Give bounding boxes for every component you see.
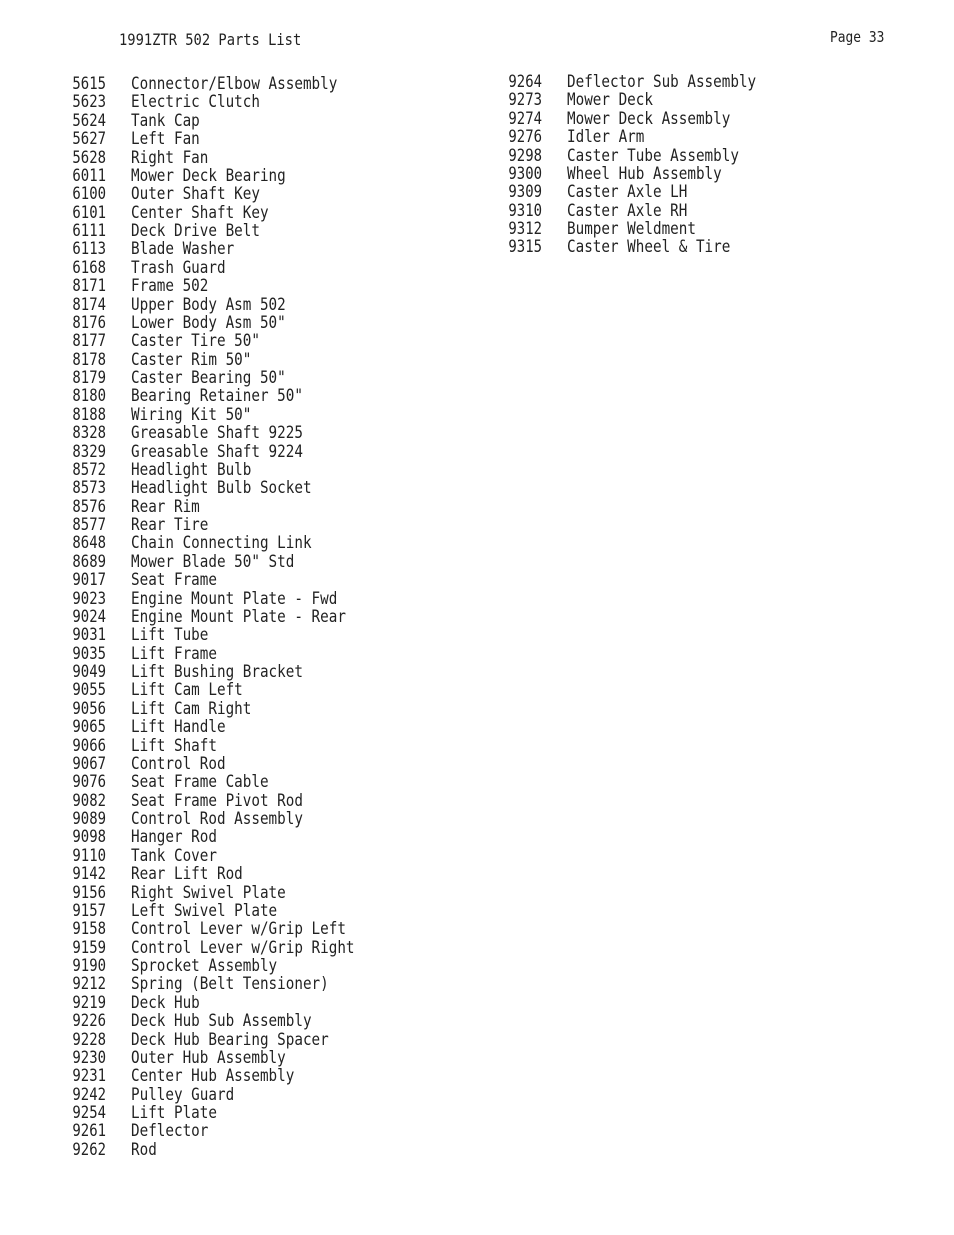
parts-list-row	[60, 222, 480, 240]
part-description: Lift Bushing Bracket	[131, 662, 303, 682]
part-number: 8177	[72, 331, 106, 352]
parts-list-row	[60, 571, 480, 589]
part-description: Headlight Bulb Socket	[131, 478, 312, 499]
part-description: Seat Frame	[131, 570, 217, 591]
part-description: Upper Body Asm 502	[131, 294, 286, 315]
part-description: Rear Rim	[131, 496, 200, 517]
page-title: 1991ZTR 502 Parts List	[119, 30, 302, 49]
parts-list-row	[60, 737, 480, 755]
page-number: Page 33	[830, 28, 885, 46]
part-description: Wheel Hub Assembly	[567, 163, 722, 184]
part-number: 9142	[72, 864, 106, 885]
parts-list-row	[496, 128, 916, 146]
parts-list-row	[496, 91, 916, 109]
part-number: 6100	[72, 184, 106, 205]
parts-list-row	[60, 277, 480, 295]
part-number: 9023	[72, 588, 106, 609]
part-description: Caster Axle RH	[567, 200, 688, 221]
parts-list-row	[60, 130, 480, 148]
parts-list-left-column	[60, 75, 480, 1159]
parts-list-row	[60, 792, 480, 810]
part-number: 9242	[72, 1084, 106, 1105]
part-number: 9055	[72, 680, 106, 701]
part-number: 9017	[72, 570, 106, 591]
part-description: Lift Shaft	[131, 735, 217, 756]
parts-list-row	[60, 920, 480, 938]
part-number: 9089	[72, 809, 106, 829]
parts-list-row	[60, 645, 480, 663]
part-description: Control Lever w/Grip Right	[131, 937, 355, 958]
part-number: 9315	[508, 237, 542, 258]
parts-list-row	[60, 608, 480, 626]
parts-list-row	[60, 1104, 480, 1122]
part-number: 8176	[72, 312, 106, 333]
part-number: 9219	[72, 992, 106, 1013]
parts-list-row	[60, 626, 480, 644]
parts-list-row	[496, 220, 916, 238]
part-number: 9049	[72, 662, 106, 682]
parts-list-row	[60, 516, 480, 534]
parts-list-row	[60, 1067, 480, 1085]
parts-list-row	[60, 847, 480, 865]
part-number: 6101	[72, 202, 106, 223]
part-description: Right Fan	[131, 147, 209, 168]
part-description: Idler Arm	[567, 127, 645, 148]
part-number: 8576	[72, 496, 106, 517]
part-number: 5627	[72, 129, 106, 150]
part-number: 9067	[72, 753, 106, 774]
part-description: Deck Hub Bearing Spacer	[131, 1029, 329, 1050]
part-number: 8648	[72, 533, 106, 554]
part-number: 9110	[72, 845, 106, 866]
part-description: Mower Deck Assembly	[567, 108, 731, 129]
part-description: Deck Hub	[131, 992, 200, 1013]
parts-list-row	[60, 994, 480, 1012]
part-description: Bearing Retainer 50"	[131, 386, 303, 407]
parts-list-row	[60, 332, 480, 350]
part-description: Lift Frame	[131, 643, 217, 664]
part-number: 9190	[72, 956, 106, 976]
part-number: 9226	[72, 1011, 106, 1032]
part-description: Caster Tire 50"	[131, 331, 260, 352]
parts-list-row	[60, 1122, 480, 1140]
part-description: Left Swivel Plate	[131, 900, 278, 921]
part-description: Left Fan	[131, 129, 200, 150]
part-number: 9156	[72, 882, 106, 903]
part-number: 8171	[72, 276, 106, 297]
part-description: Bumper Weldment	[567, 219, 696, 239]
parts-list-row	[60, 1031, 480, 1049]
part-description: Rod	[131, 1139, 157, 1160]
part-description: Headlight Bulb	[131, 459, 252, 480]
part-number: 8577	[72, 515, 106, 535]
part-description: Rear Lift Rod	[131, 864, 243, 885]
part-description: Control Rod	[131, 753, 226, 774]
parts-list-row	[496, 73, 916, 91]
part-description: Electric Clutch	[131, 92, 260, 113]
part-description: Center Hub Assembly	[131, 1066, 295, 1087]
part-number: 9254	[72, 1103, 106, 1123]
part-number: 9228	[72, 1029, 106, 1050]
parts-list-row	[60, 755, 480, 773]
part-description: Tank Cap	[131, 110, 200, 131]
parts-list-row	[60, 204, 480, 222]
part-number: 8180	[72, 386, 106, 407]
part-number: 8328	[72, 423, 106, 444]
part-number: 9158	[72, 919, 106, 940]
part-description: Lift Cam Right	[131, 698, 252, 719]
part-number: 8572	[72, 459, 106, 480]
part-description: Sprocket Assembly	[131, 956, 278, 976]
part-description: Mower Deck Bearing	[131, 165, 286, 186]
parts-list-row	[60, 663, 480, 681]
parts-list-row	[60, 369, 480, 387]
parts-list-row	[60, 957, 480, 975]
part-description: Caster Axle LH	[567, 182, 688, 203]
part-number: 5623	[72, 92, 106, 113]
part-number: 9231	[72, 1066, 106, 1087]
parts-list-row	[496, 165, 916, 183]
parts-list-row	[60, 534, 480, 552]
part-number: 8179	[72, 368, 106, 388]
part-number: 9273	[508, 90, 542, 111]
part-description: Lift Plate	[131, 1103, 217, 1123]
part-number: 9274	[508, 108, 542, 129]
part-number: 6111	[72, 221, 106, 241]
parts-list-row	[60, 1049, 480, 1067]
part-description: Greasable Shaft 9225	[131, 423, 303, 444]
part-description: Rear Tire	[131, 515, 209, 535]
parts-list-right-column	[496, 73, 916, 257]
parts-list-row	[60, 93, 480, 111]
part-description: Deck Drive Belt	[131, 221, 260, 241]
parts-list-row	[496, 147, 916, 165]
part-description: Frame 502	[131, 276, 209, 297]
part-description: Right Swivel Plate	[131, 882, 286, 903]
part-number: 6011	[72, 165, 106, 186]
part-description: Engine Mount Plate - Rear	[131, 606, 346, 627]
part-description: Lift Handle	[131, 717, 226, 738]
part-description: Caster Rim 50"	[131, 349, 252, 370]
part-description: Chain Connecting Link	[131, 533, 312, 554]
part-description: Deck Hub Sub Assembly	[131, 1011, 312, 1032]
part-number: 9262	[72, 1139, 106, 1160]
part-description: Hanger Rod	[131, 827, 217, 848]
parts-list-row	[60, 718, 480, 736]
part-description: Spring (Belt Tensioner)	[131, 974, 329, 995]
part-description: Mower Blade 50" Std	[131, 551, 295, 572]
part-description: Lift Tube	[131, 625, 209, 646]
parts-list-row	[60, 902, 480, 920]
parts-list-row	[60, 884, 480, 902]
parts-list-row	[60, 149, 480, 167]
parts-list-row	[60, 479, 480, 497]
parts-list-row	[60, 681, 480, 699]
part-description: Caster Tube Assembly	[567, 145, 739, 166]
part-number: 9076	[72, 772, 106, 793]
parts-list-row	[60, 75, 480, 93]
part-description: Greasable Shaft 9224	[131, 441, 303, 462]
part-description: Center Shaft Key	[131, 202, 269, 223]
part-number: 9309	[508, 182, 542, 203]
part-number: 9230	[72, 1047, 106, 1068]
part-number: 8573	[72, 478, 106, 499]
parts-list-row	[60, 387, 480, 405]
parts-list-row	[60, 112, 480, 130]
parts-list-row	[60, 1086, 480, 1104]
part-number: 8178	[72, 349, 106, 370]
part-number: 9082	[72, 790, 106, 811]
parts-list-row	[60, 700, 480, 718]
parts-list-row	[60, 461, 480, 479]
part-number: 9159	[72, 937, 106, 958]
part-description: Blade Washer	[131, 239, 235, 260]
part-description: Control Lever w/Grip Left	[131, 919, 346, 940]
part-number: 9310	[508, 200, 542, 221]
part-description: Mower Deck	[567, 90, 653, 111]
parts-list-row	[60, 424, 480, 442]
part-number: 5624	[72, 110, 106, 131]
part-description: Outer Shaft Key	[131, 184, 260, 205]
part-description: Trash Guard	[131, 257, 226, 278]
parts-list-row	[60, 443, 480, 461]
parts-list-row	[60, 828, 480, 846]
part-number: 8329	[72, 441, 106, 462]
parts-list-row	[60, 939, 480, 957]
part-description: Control Rod Assembly	[131, 809, 303, 829]
part-number: 9024	[72, 606, 106, 627]
part-number: 6168	[72, 257, 106, 278]
parts-list-row	[60, 1012, 480, 1030]
parts-list-row	[60, 773, 480, 791]
parts-list-row	[60, 185, 480, 203]
parts-list-row	[60, 314, 480, 332]
part-description: Outer Hub Assembly	[131, 1047, 286, 1068]
part-description: Caster Wheel & Tire	[567, 237, 731, 258]
part-description: Lift Cam Left	[131, 680, 243, 701]
parts-list-row	[496, 238, 916, 256]
parts-list-row	[60, 167, 480, 185]
parts-list-row	[60, 498, 480, 516]
part-number: 9065	[72, 717, 106, 738]
parts-list-row	[60, 351, 480, 369]
part-description: Wiring Kit 50"	[131, 404, 252, 425]
part-description: Pulley Guard	[131, 1084, 235, 1105]
parts-list-row	[60, 296, 480, 314]
part-number: 8188	[72, 404, 106, 425]
part-number: 9066	[72, 735, 106, 756]
parts-list-row	[496, 202, 916, 220]
part-number: 5628	[72, 147, 106, 168]
part-description: Deflector	[131, 1121, 209, 1142]
part-description: Caster Bearing 50"	[131, 368, 286, 388]
parts-list-row	[60, 1141, 480, 1159]
part-number: 9264	[508, 72, 542, 92]
part-number: 9312	[508, 219, 542, 239]
part-description: Connector/Elbow Assembly	[131, 74, 338, 94]
parts-list-row	[60, 240, 480, 258]
part-description: Tank Cover	[131, 845, 217, 866]
part-number: 9157	[72, 900, 106, 921]
part-number: 9098	[72, 827, 106, 848]
part-number: 9276	[508, 127, 542, 148]
part-number: 9031	[72, 625, 106, 646]
part-description: Seat Frame Cable	[131, 772, 269, 793]
part-number: 9035	[72, 643, 106, 664]
parts-list-row	[496, 110, 916, 128]
part-number: 6113	[72, 239, 106, 260]
parts-list-row	[60, 590, 480, 608]
part-description: Engine Mount Plate - Fwd	[131, 588, 338, 609]
parts-list-row	[60, 259, 480, 277]
part-number: 8689	[72, 551, 106, 572]
part-number: 8174	[72, 294, 106, 315]
part-number: 9261	[72, 1121, 106, 1142]
parts-list-row	[60, 975, 480, 993]
parts-list-row	[60, 406, 480, 424]
part-number: 9300	[508, 163, 542, 184]
parts-list-row	[60, 810, 480, 828]
part-number: 5615	[72, 74, 106, 94]
part-description: Lower Body Asm 50"	[131, 312, 286, 333]
parts-list-row	[60, 553, 480, 571]
parts-list-row	[496, 183, 916, 201]
part-description: Deflector Sub Assembly	[567, 72, 757, 92]
parts-list-row	[60, 865, 480, 883]
part-number: 9298	[508, 145, 542, 166]
part-number: 9212	[72, 974, 106, 995]
part-description: Seat Frame Pivot Rod	[131, 790, 303, 811]
part-number: 9056	[72, 698, 106, 719]
